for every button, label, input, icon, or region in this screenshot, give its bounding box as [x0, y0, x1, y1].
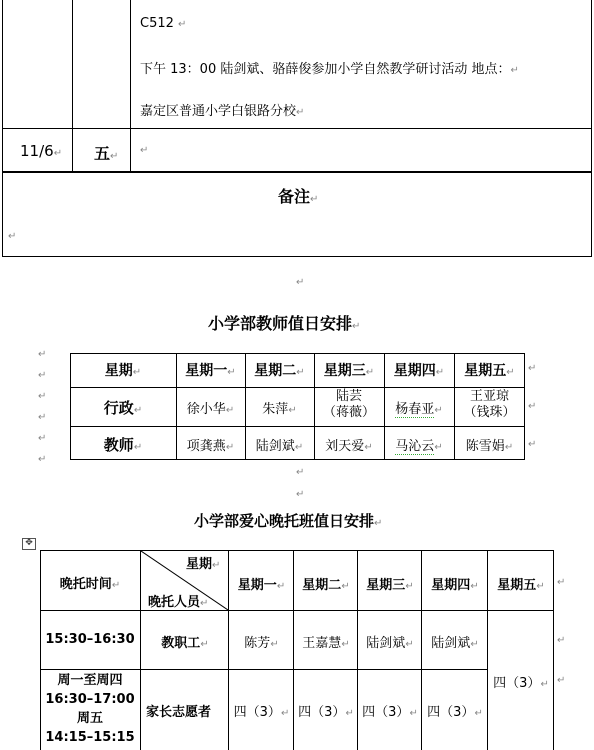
care-volunteer-tue: 四（3）↵: [298, 705, 354, 720]
duty-teacher-fri: 陈雪娟↵: [465, 439, 514, 454]
duty-header-mon: 星期一↵: [185, 363, 236, 379]
care-friday-volunteer: 四（3）↵: [493, 676, 549, 691]
date-cell: 11/6↵: [20, 142, 63, 160]
duty-header-weekday: 星期↵: [104, 363, 142, 379]
care-title: 小学部爱心晚托班值日安排↵: [194, 512, 383, 530]
care-staff-thu: 陆剑斌↵: [431, 636, 479, 651]
care-header-mon: 星期一↵: [237, 578, 286, 593]
care-diag-weekday: 星期↵: [186, 557, 221, 572]
duty-teacher-thu: 马沁云↵: [395, 439, 443, 454]
schedule-line-activity: 下午 13：00 陆剑斌、骆薛俊参加小学自然教学研讨活动 地点：↵: [140, 62, 519, 77]
care-role-staff: 教职工↵: [161, 636, 209, 651]
duty-admin-tue: 朱萍↵: [262, 402, 297, 417]
care-header-fri: 星期五↵: [497, 578, 545, 593]
care-role-volunteer: 家长志愿者: [146, 705, 212, 720]
care-volunteer-mon: 四（3）↵: [233, 705, 290, 720]
duty-header-thu: 星期四↵: [393, 363, 445, 379]
table-move-handle[interactable]: ✥: [22, 538, 36, 550]
care-header-time: 晚托时间↵: [59, 577, 121, 592]
schedule-line-location: 嘉定区普通小学白银路分校↵: [140, 104, 305, 119]
duty-teacher-tue: 陆剑斌↵: [255, 439, 304, 454]
care-volunteer-thu: 四（3）↵: [427, 705, 483, 720]
duty-admin-wed: 陆芸 （蒋薇）: [322, 389, 375, 420]
weekday-cell: 五↵: [94, 144, 119, 163]
duty-row-teacher-label: 教师↵: [103, 436, 143, 454]
duty-title: 小学部教师值日安排↵: [208, 314, 361, 333]
duty-admin-thu: 杨春亚↵: [395, 402, 443, 417]
care-header-thu: 星期四↵: [431, 578, 479, 593]
care-time-slot-1: 15:30–16:30: [45, 632, 135, 647]
duty-header-wed: 星期三↵: [323, 363, 375, 379]
duty-row-admin-label: 行政↵: [103, 399, 143, 417]
duty-teacher-wed: 刘天爱↵: [325, 439, 373, 454]
care-header-wed: 星期三↵: [366, 578, 414, 593]
care-staff-wed: 陆剑斌↵: [366, 636, 414, 651]
duty-teacher-mon: 项龚燕↵: [186, 439, 235, 454]
care-staff-tue: 王嘉慧↵: [302, 636, 350, 651]
duty-header-tue: 星期二↵: [254, 363, 305, 379]
care-staff-mon: 陈芳↵: [244, 636, 279, 651]
remarks-title: 备注↵: [278, 187, 319, 206]
care-volunteer-wed: 四（3）↵: [362, 705, 418, 720]
care-header-tue: 星期二↵: [302, 578, 350, 593]
duty-admin-fri: 王亚琼 （钱珠）: [463, 389, 516, 420]
duty-admin-mon: 徐小华↵: [186, 402, 235, 417]
top-table: [2, 0, 592, 257]
schedule-line-room: C512: [140, 16, 174, 31]
care-time-slot-2: 周一至周四 16:30–17:00 周五 14:15–15:15: [45, 673, 135, 745]
duty-header-fri: 星期五↵: [464, 363, 515, 379]
care-diag-staff: 晚托人员↵: [148, 595, 209, 610]
